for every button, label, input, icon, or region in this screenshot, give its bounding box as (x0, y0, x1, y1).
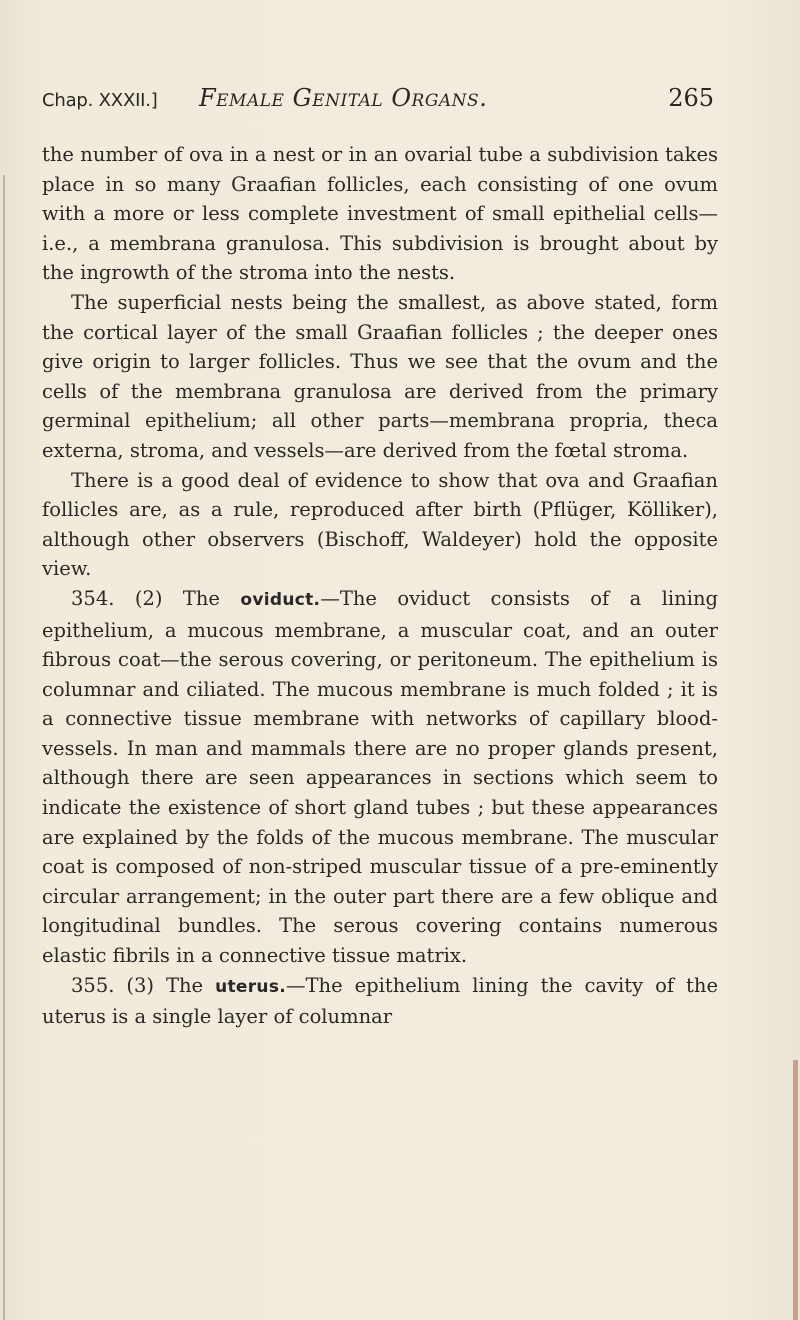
paragraph-text: —The epithelium lining the cavity of the uterus is a single layer of columnar (42, 973, 718, 1029)
running-title: Female Genital Organs. (199, 84, 488, 112)
paragraph-text: the number of ova in a nest or in an ovarial tube a subdivision takes place in so many Graafian follicles, each consisting of one ovum with a more or less complete investment of small epithelial cells—i.e., a membrana granulosa. This subdivision is brought about by the ingrowth of the stroma into the nests. (42, 143, 718, 285)
chapter-label: Chap. XXXII.] (42, 90, 158, 111)
paragraph-text: —The oviduct consists of a lining epithelium, a mucous membrane, a muscular coat, and an outer fibrous coat—the serous covering, or peritoneum. The epithelium is columnar and ciliated. The mucous membrane is much folded ; it is a connective tissue membrane with networks of capillary blood-vessels. In man and mammals there are no proper glands present, although there are seen appearances in sections which seem to indicate the existence of short gland tubes ; but these appearances are explained by the folds of the mucous membrane. The muscular coat is composed of non-striped muscular tissue of a pre-eminently circular arrangement; in the outer part there are a few oblique and longitudinal bundles. The serous covering contains numerous elastic fibrils in a connective tissue matrix. (42, 586, 718, 968)
page-header (42, 84, 714, 120)
page-number: 265 (668, 84, 714, 112)
section-term-uterus: uterus. (215, 976, 287, 997)
body-text (42, 140, 718, 1032)
paragraph-text: There is a good deal of evidence to show that ova and Graafian follicles are, as a rule, reproduced after birth (Pflüger, Kölliker), although other observers (Bischoff, Waldeyer) hold the opposite view. (42, 468, 718, 581)
paragraph-text: 354. (2) The (71, 586, 241, 610)
paragraph (42, 140, 718, 288)
page-edge-mark (793, 1060, 798, 1320)
paragraph-uterus (42, 971, 718, 1032)
section-term-oviduct: oviduct. (240, 589, 321, 610)
paragraph (42, 288, 718, 466)
paragraph (42, 466, 718, 584)
paragraph-oviduct (42, 584, 718, 971)
page-edge-shadow (3, 175, 5, 1320)
paragraph-text: 355. (3) The (71, 973, 216, 997)
paragraph-text: The superficial nests being the smallest, as above stated, form the cortical layer of the small Graafian follicles ; the deeper ones give origin to larger follicles. Thus we see that the ovum and the cells of the membrana granulosa are derived from the primary germinal epithelium; all other parts—membrana propria, theca externa, stroma, and vessels—are derived from the fœtal stroma. (42, 290, 718, 462)
